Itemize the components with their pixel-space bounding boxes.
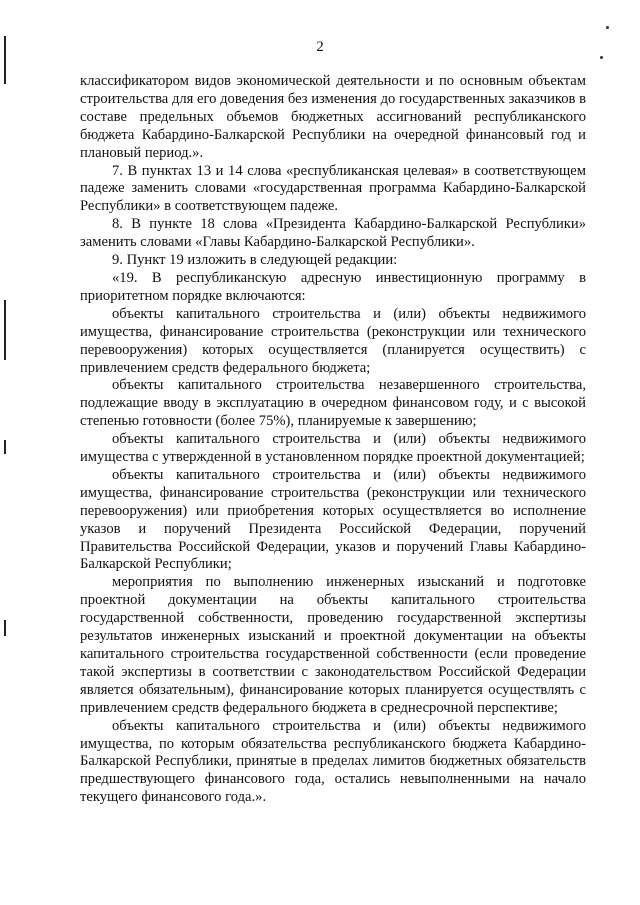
list-item-unfulfilled-obligations: объекты капитального строительства и (или) объекты недвижимого имущества, по которым обязательства республиканского бюджета Кабардино-Балкарской Республики, принятые в пределах лимитов бюджетных обязательств предшествующего финансового года, остались невыполненными на начало текущего финансового года.». (80, 717, 586, 806)
scan-dot-top-right (606, 26, 609, 29)
page-number: 2 (316, 39, 324, 55)
scan-edge-mark-top (4, 36, 6, 84)
paragraph-continuation: классификатором видов экономической деятельности и по основным объектам строительства для его доведения без изменения до государственных заказчиков в составе предельных объемов бюджетных ассигнований республиканского бюджета Кабардино-Балкарской Республики на очередной финансовый год и плановый период.». (80, 73, 586, 161)
paragraph-item-19: «19. В республиканскую адресную инвестиционную программу в приоритетном порядке включаются: (80, 269, 586, 304)
scan-dot-right (600, 56, 603, 59)
list-item-engineering-surveys: мероприятия по выполнению инженерных изысканий и подготовке проектной документации на объекты капитального строительства государственной собственности, проведению государственной экспертизы результатов инженерных изысканий и проектной документации на объекты капитального строительства государственной собственности (если проведение такой экспертизы в соответствии с законодательством Российской Федерации является обязательным), финансирование которых планируется осуществлять с привлечением средств федерального бюджета в среднесрочной перспективе; (80, 574, 586, 716)
list-item-unfinished-construction: объекты капитального строительства незавершенного строительства, подлежащие вводу в эксплуатацию в очередном финансовом году, и с высокой степенью готовности (более 75%), планируемые к завершению; (80, 377, 586, 430)
scan-edge-mark-bottom (4, 620, 6, 636)
paragraph-item-8: 8. В пункте 18 слова «Президента Кабардино-Балкарской Республики» заменить словами «Главы Кабардино-Балкарской Республики». (80, 216, 586, 251)
scan-edge-mark-lower (4, 440, 6, 454)
paragraph-item-7: 7. В пунктах 13 и 14 слова «республиканская целевая» в соответствующем падеже заменить словами «государственная программа Кабардино-Балкарской Республики» в соответствующем падеже. (80, 162, 586, 215)
paragraph-item-9: 9. Пункт 19 изложить в следующей редакции: (112, 252, 398, 269)
list-item-approved-documentation: объекты капитального строительства и (или) объекты недвижимого имущества с утвержденной в установленном порядке проектной документацией; (80, 431, 586, 466)
list-item-presidential-decrees: объекты капитального строительства и (или) объекты недвижимого имущества, финансирование строительства (реконструкции или технического перевооружения) или приобретения которых осуществляется во исполнение указов и поручений Президента Российской Федерации, поручений Правительства Российской Федерации, указов и поручений Главы Кабардино-Балкарской Республики; (80, 466, 586, 573)
list-item-federal-funding: объекты капитального строительства и (или) объекты недвижимого имущества, финансирование строительства (реконструкции или технического перевооружения) которых осуществляется (планируется осуществить) с привлечением средств федерального бюджета; (80, 305, 586, 376)
scan-edge-mark-middle (4, 300, 6, 360)
document-body (80, 73, 586, 807)
